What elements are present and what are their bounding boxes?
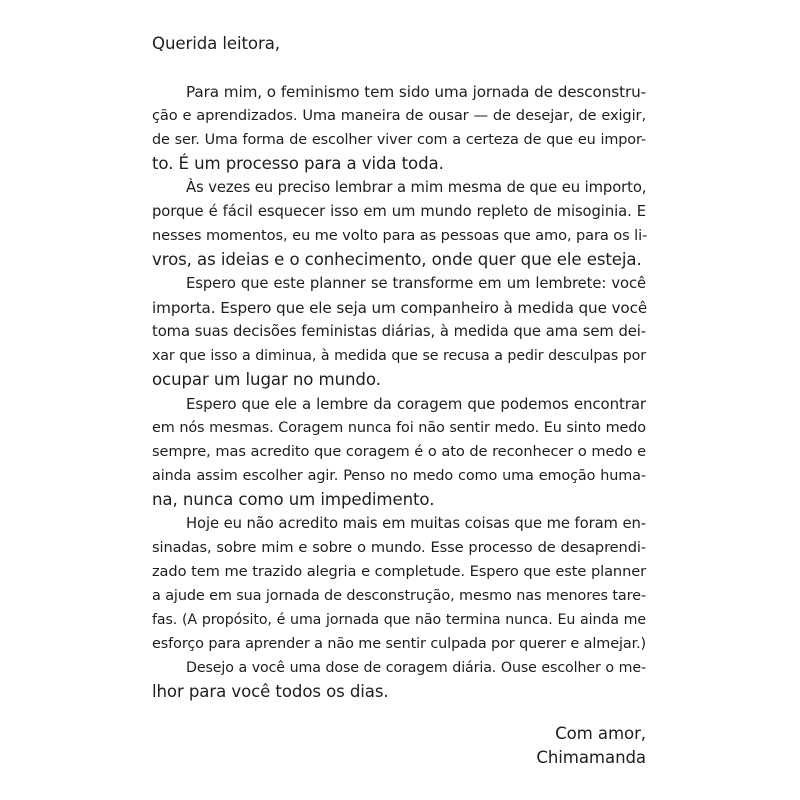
paragraph-2-line-4: vros, as ideias e o conhecimento, onde quer que ele esteja.	[152, 250, 642, 269]
paragraph-4-line-3: sempre, mas acredito que coragem é o ato de reconhecer o medo e	[152, 443, 646, 460]
salutation: Querida leitora,	[152, 34, 280, 53]
paragraph-2-line-1: Às vezes eu preciso lembrar a mim mesma de que eu importo,	[186, 179, 647, 196]
paragraph-1-line-1: Para mim, o feminismo tem sido uma jornada de desconstru-	[186, 83, 646, 101]
paragraph-5-line-2: sinadas, sobre mim e sobre o mundo. Esse processo de desaprendi-	[152, 539, 646, 556]
paragraph-5-line-3: zado tem me trazido alegria e completude. Espero que este planner	[152, 563, 646, 580]
paragraph-3-line-1: Espero que este planner se transforme em um lembrete: você	[186, 275, 646, 292]
paragraph-1-line-2: ção e aprendizados. Uma maneira de ousar — de desejar, de exigir,	[152, 107, 646, 124]
paragraph-5-line-1: Hoje eu não acredito mais em muitas coisas que me foram en-	[186, 515, 646, 532]
paragraph-4-line-4: ainda assim escolher agir. Penso no medo como uma emoção huma-	[152, 468, 646, 484]
paragraph-4-line-2: em nós mesmas. Coragem nunca foi não sentir medo. Eu sinto medo	[152, 420, 646, 436]
paragraph-1-line-3: de ser. Uma forma de escolher viver com a certeza de que eu impor-	[152, 132, 646, 148]
closing: Com amor,	[555, 724, 646, 743]
paragraph-3-line-5: ocupar um lugar no mundo.	[152, 370, 381, 389]
paragraph-2-line-3: nesses momentos, eu me volto para as pessoas que amo, para os li-	[152, 227, 648, 244]
paragraph-5-line-4: a ajude em sua jornada de desconstrução, mesmo nas menores tare-	[152, 588, 646, 604]
paragraph-6-line-2: lhor para você todos os dias.	[152, 682, 389, 701]
paragraph-4-line-5: na, nunca como um impedimento.	[152, 490, 435, 509]
paragraph-2-line-2: porque é fácil esquecer isso em um mundo repleto de misoginia. E	[152, 203, 646, 220]
paragraph-1-line-4: to. É um processo para a vida toda.	[152, 154, 444, 173]
paragraph-3-line-3: toma suas decisões feministas diárias, à medida que ama sem dei-	[152, 323, 646, 340]
signature: Chimamanda	[536, 748, 646, 767]
paragraph-4-line-1: Espero que ele a lembre da coragem que podemos encontrar	[186, 395, 646, 413]
paragraph-5-line-6: esforço para aprender a não me sentir culpada por querer e almejar.)	[152, 636, 647, 652]
paragraph-3-line-4: xar que isso a diminua, à medida que se recusa a pedir desculpas por	[152, 348, 646, 364]
paragraph-6-line-1: Desejo a você uma dose de coragem diária. Ouse escolher o me-	[186, 660, 646, 676]
paragraph-5-line-5: fas. (A propósito, é uma jornada que não termina nunca. Eu ainda me	[152, 612, 646, 628]
paragraph-3-line-2: importa. Espero que ele seja um companheiro à medida que você	[152, 299, 648, 317]
